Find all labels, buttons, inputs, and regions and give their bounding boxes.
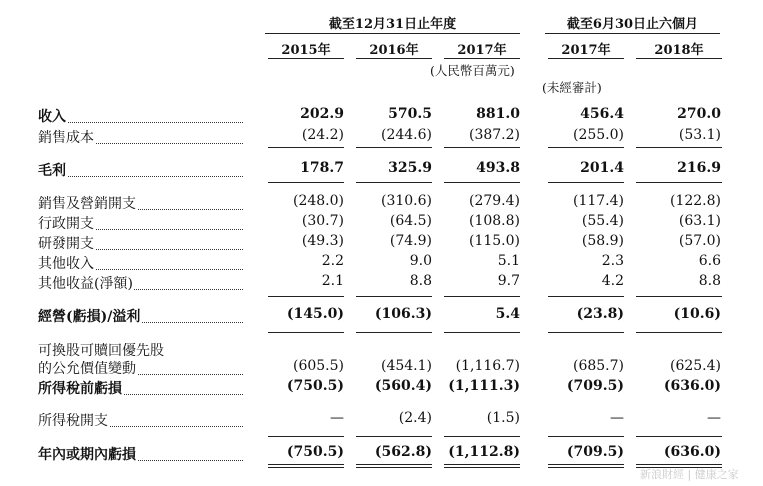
total-double-rule <box>268 464 344 465</box>
row-label <box>38 233 243 253</box>
row-label-text: 其他收入 <box>38 256 94 272</box>
table-row <box>0 106 763 126</box>
cell-fy2015: (750.5) <box>286 444 344 460</box>
subtotal-rule <box>548 332 624 333</box>
watermark: 新浪財經 | 健康之家 <box>640 468 739 481</box>
row-label <box>38 273 243 293</box>
cell-fy2015: (605.5) <box>292 358 344 374</box>
table-row <box>0 378 763 398</box>
row-label-text: 經營(虧損)/溢利 <box>38 309 141 325</box>
cell-fy2015: (30.7) <box>301 213 344 229</box>
total-double-rule <box>356 464 432 465</box>
currency-note: (人民幣百萬元) <box>430 63 515 78</box>
table-row <box>0 306 763 326</box>
table-row <box>0 213 763 233</box>
row-label-text: 行政開支 <box>38 216 94 232</box>
subtotal-rule <box>444 147 520 148</box>
cell-fy2017: 5.1 <box>497 253 520 269</box>
cell-fy2015: 2.2 <box>321 253 344 269</box>
cell-fy2015: (24.2) <box>301 127 344 143</box>
cell-h1-2017: (58.9) <box>581 233 624 249</box>
cell-h1-2017: 4.2 <box>601 273 624 289</box>
subtotal-rule <box>548 147 624 148</box>
cell-fy2015: — <box>330 410 344 426</box>
cell-fy2017: 9.7 <box>497 273 520 289</box>
subtotal-rule <box>444 436 520 437</box>
row-label-text: 可換股可贖回優先股 <box>38 343 164 359</box>
cell-fy2017: (115.0) <box>468 233 520 249</box>
cell-h1-2018: (53.1) <box>678 127 721 143</box>
year-col-3: 2017年 <box>457 43 507 58</box>
cell-fy2016: (562.8) <box>374 444 432 460</box>
cell-fy2017: (1.5) <box>486 410 520 426</box>
total-double-rule <box>636 464 722 465</box>
row-label <box>38 378 243 398</box>
cell-fy2017: (279.4) <box>468 193 520 209</box>
cell-fy2016: 325.9 <box>388 160 432 176</box>
row-label-text: 所得稅開支 <box>38 413 108 429</box>
cell-h1-2017: — <box>610 410 624 426</box>
cell-fy2017: 881.0 <box>476 106 520 122</box>
cell-h1-2017: (685.7) <box>572 358 624 374</box>
row-label-text: 銷售及營銷開支 <box>38 196 136 212</box>
subtotal-rule <box>356 296 432 297</box>
table-row <box>0 193 763 213</box>
cell-fy2016: (2.4) <box>398 410 432 426</box>
row-label <box>38 340 243 360</box>
cell-fy2016: (560.4) <box>374 378 432 394</box>
cell-fy2017: (1,112.8) <box>448 444 520 460</box>
row-label-text: 的公允價值變動 <box>38 361 136 377</box>
cell-h1-2018: (636.0) <box>663 378 721 394</box>
table-row <box>0 410 763 430</box>
cell-h1-2018: (10.6) <box>673 306 721 322</box>
subtotal-rule <box>548 436 624 437</box>
cell-h1-2018: 216.9 <box>677 160 721 176</box>
total-double-rule <box>268 467 344 468</box>
cell-fy2015: 178.7 <box>300 160 344 176</box>
subtotal-rule <box>356 182 432 183</box>
table-row <box>0 273 763 293</box>
cell-h1-2018: (57.0) <box>678 233 721 249</box>
cell-fy2016: (74.9) <box>389 233 432 249</box>
cell-h1-2018: — <box>707 410 721 426</box>
table-row <box>0 233 763 253</box>
year-col-1-rule <box>268 58 344 59</box>
cell-fy2015: (49.3) <box>301 233 344 249</box>
year-col-4-rule <box>548 58 624 59</box>
subtotal-rule <box>636 296 722 297</box>
header-year-group-rule <box>265 33 520 34</box>
cell-h1-2017: (709.5) <box>566 378 624 394</box>
row-label-text: 銷售成本 <box>38 130 94 146</box>
row-label <box>38 160 243 180</box>
subtotal-rule <box>356 147 432 148</box>
cell-fy2016: 570.5 <box>388 106 432 122</box>
row-label <box>38 193 243 213</box>
table-row <box>0 444 763 464</box>
cell-fy2015: 2.1 <box>321 273 344 289</box>
row-label <box>38 106 243 126</box>
cell-h1-2018: (122.8) <box>669 193 721 209</box>
year-col-4: 2017年 <box>561 43 611 58</box>
subtotal-rule <box>636 147 722 148</box>
row-label <box>38 444 243 464</box>
row-label <box>38 253 243 273</box>
row-label <box>38 213 243 233</box>
row-label <box>38 358 243 378</box>
subtotal-rule <box>356 436 432 437</box>
cell-h1-2017: 201.4 <box>580 160 624 176</box>
year-col-3-rule <box>444 58 520 59</box>
cell-h1-2018: 6.6 <box>698 253 721 269</box>
cell-fy2016: 9.0 <box>409 253 432 269</box>
dot-leader <box>38 122 243 123</box>
cell-fy2017: (1,116.7) <box>455 358 520 374</box>
cell-h1-2018: (625.4) <box>669 358 721 374</box>
row-label-text: 研發開支 <box>38 236 94 252</box>
subtotal-rule <box>268 147 344 148</box>
subtotal-rule <box>636 182 722 183</box>
total-double-rule <box>444 464 520 465</box>
cell-fy2016: (106.3) <box>374 306 432 322</box>
cell-fy2016: (64.5) <box>389 213 432 229</box>
cell-fy2015: (750.5) <box>286 378 344 394</box>
row-label-text: 其他收益(淨額) <box>38 276 133 292</box>
cell-h1-2017: 456.4 <box>580 106 624 122</box>
cell-h1-2018: (636.0) <box>663 444 721 460</box>
cell-fy2017: (1,111.3) <box>448 378 520 394</box>
year-col-2-rule <box>356 58 432 59</box>
subtotal-rule <box>444 182 520 183</box>
year-col-5-rule <box>636 58 722 59</box>
cell-h1-2017: (117.4) <box>572 193 624 209</box>
cell-fy2016: (454.1) <box>380 358 432 374</box>
year-col-5: 2018年 <box>654 43 704 58</box>
cell-fy2017: (108.8) <box>468 213 520 229</box>
cell-fy2016: (244.6) <box>380 127 432 143</box>
row-label-text: 年內或期內虧損 <box>38 447 136 463</box>
table-row <box>0 253 763 273</box>
subtotal-rule <box>268 332 344 333</box>
subtotal-rule <box>268 436 344 437</box>
subtotal-rule <box>444 332 520 333</box>
subtotal-rule <box>636 332 722 333</box>
cell-h1-2017: (55.4) <box>581 213 624 229</box>
subtotal-rule <box>444 296 520 297</box>
cell-fy2015: 202.9 <box>300 106 344 122</box>
cell-fy2016: 8.8 <box>409 273 432 289</box>
cell-h1-2017: (709.5) <box>566 444 624 460</box>
cell-fy2015: (145.0) <box>286 306 344 322</box>
total-double-rule <box>548 464 624 465</box>
table-row <box>0 160 763 180</box>
cell-h1-2017: (255.0) <box>572 127 624 143</box>
cell-h1-2018: 8.8 <box>698 273 721 289</box>
subtotal-rule <box>268 182 344 183</box>
subtotal-rule <box>268 296 344 297</box>
subtotal-rule <box>636 436 722 437</box>
row-label <box>38 410 243 430</box>
row-label-text: 所得稅前虧損 <box>38 381 122 397</box>
header-six-month-group-rule <box>545 33 720 34</box>
unaudited-note: (未經審計) <box>542 80 602 95</box>
subtotal-rule <box>548 296 624 297</box>
subtotal-rule <box>548 182 624 183</box>
table-row <box>0 340 763 360</box>
cell-fy2017: 5.4 <box>495 306 520 322</box>
cell-h1-2017: (23.8) <box>576 306 624 322</box>
row-label <box>38 127 243 147</box>
table-row <box>0 358 763 378</box>
year-col-1: 2015年 <box>281 43 331 58</box>
total-double-rule <box>356 467 432 468</box>
table-row <box>0 127 763 147</box>
row-label-text: 收入 <box>38 109 66 125</box>
total-double-rule <box>548 467 624 468</box>
subtotal-rule <box>356 332 432 333</box>
year-col-2: 2016年 <box>369 43 419 58</box>
total-double-rule <box>444 467 520 468</box>
cell-fy2017: (387.2) <box>468 127 520 143</box>
cell-h1-2018: (63.1) <box>678 213 721 229</box>
dot-leader <box>38 176 243 177</box>
cell-fy2016: (310.6) <box>380 193 432 209</box>
row-label <box>38 306 243 326</box>
cell-h1-2018: 270.0 <box>677 106 721 122</box>
header-six-month-group: 截至6月30日止六個月 <box>566 17 699 32</box>
cell-fy2017: 493.8 <box>476 160 520 176</box>
cell-fy2015: (248.0) <box>292 193 344 209</box>
header-year-group: 截至12月31日止年度 <box>328 17 457 32</box>
cell-h1-2017: 2.3 <box>601 253 624 269</box>
row-label-text: 毛利 <box>38 163 66 179</box>
